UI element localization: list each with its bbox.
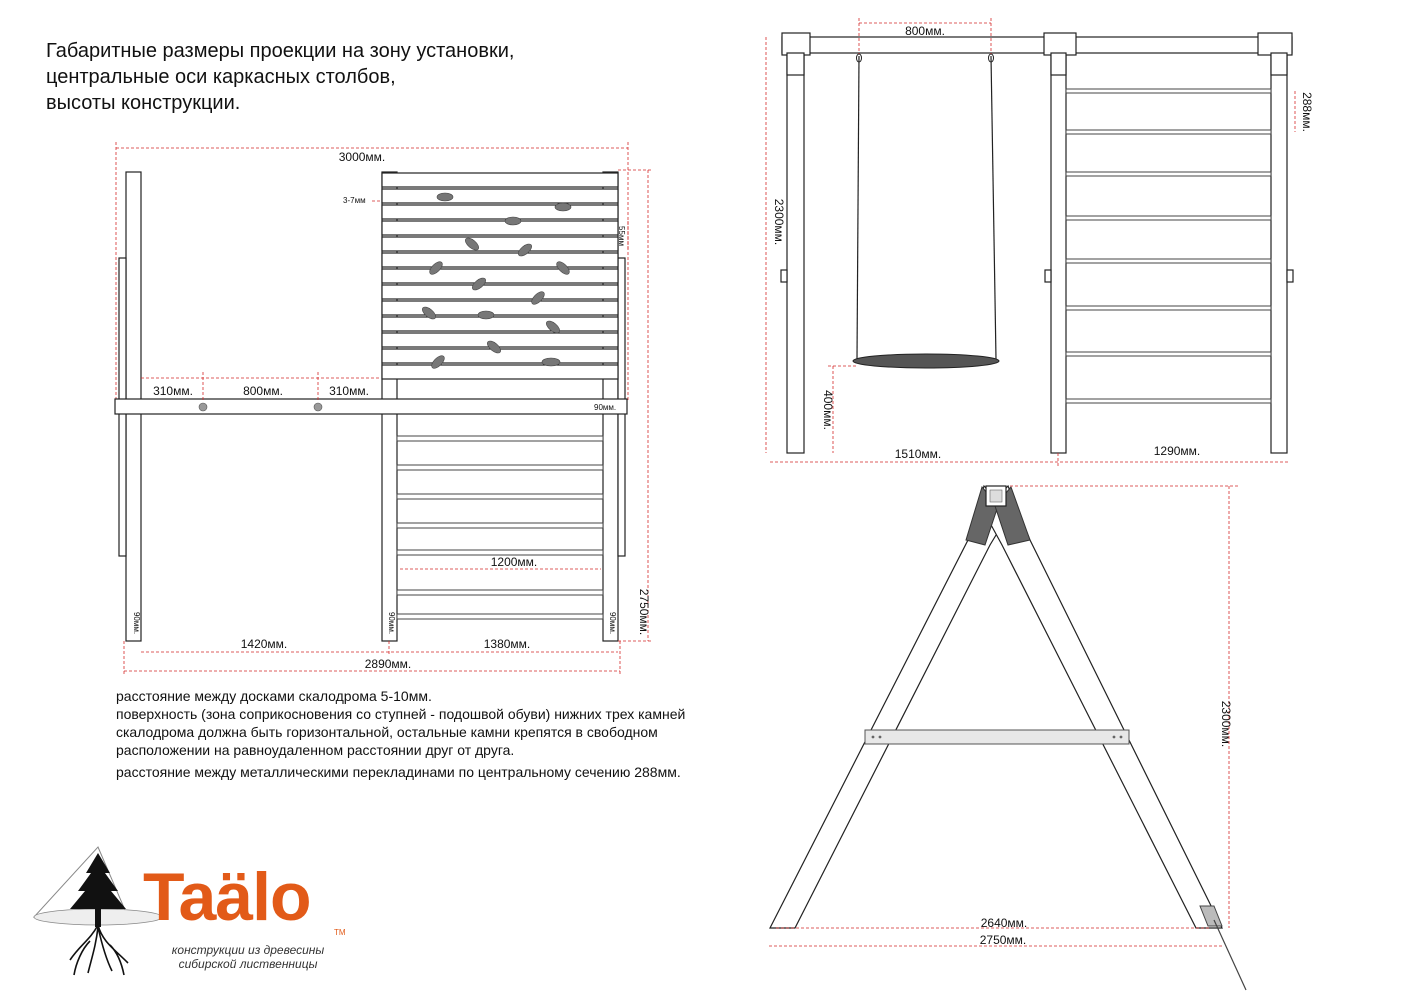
front-view <box>766 18 1314 466</box>
front-post-mid <box>1051 53 1066 453</box>
climbing-stone-icon <box>478 311 494 319</box>
ladder-rung <box>397 590 603 595</box>
ground-anchor-rod <box>1214 920 1246 990</box>
tagline-line-2: сибирской лиственницы <box>178 957 318 971</box>
dim-outer-base: 2750мм. <box>979 933 1027 947</box>
climbing-stone-icon <box>542 358 560 366</box>
dim-swing-spacing: 800мм. <box>905 24 945 38</box>
ladder-rung <box>1066 352 1271 356</box>
post-tab <box>781 270 787 282</box>
dim-seg-right: 310мм. <box>329 384 369 398</box>
wall-board <box>382 365 618 379</box>
wall-board <box>382 253 618 267</box>
note-rung-spacing: расстояние между металлическими перекладинами по центральному сечению 288мм. <box>116 764 681 780</box>
bolt-icon <box>872 736 875 739</box>
dim-overall-axes: 2890мм. <box>364 657 412 671</box>
swing-hook-icon <box>314 403 322 411</box>
ladder-plan <box>397 436 603 619</box>
ladder-rung <box>397 614 603 619</box>
dim-rung-spacing: 288мм. <box>1300 92 1314 132</box>
ladder-rung <box>1066 259 1271 263</box>
dim-span-ladder: 1290мм. <box>1153 444 1201 458</box>
top-view <box>115 142 652 675</box>
dim-board-gap: 3-7мм <box>343 196 366 205</box>
post-tab <box>1287 270 1293 282</box>
dim-inner-base: 2640мм. <box>980 916 1028 930</box>
corner-bracket <box>782 33 810 55</box>
ladder-rung <box>1066 216 1271 220</box>
dim-ladder-width: 1200мм. <box>490 555 538 569</box>
swing-rope-right <box>991 56 996 359</box>
ladder-rung <box>1066 306 1271 310</box>
swing-hook-icon <box>199 403 207 411</box>
dim-post-mid: 90мм. <box>387 611 396 635</box>
dim-side-height: 2300мм. <box>1219 700 1233 748</box>
heading-line-2: центральные оси каркасных столбов, <box>46 66 396 88</box>
dim-span-right: 1380мм. <box>483 637 531 651</box>
dim-depth: 2750мм. <box>637 588 651 636</box>
ladder-rung <box>397 494 603 499</box>
dim-seg-left: 310мм. <box>153 384 193 398</box>
front-post-left <box>787 53 804 453</box>
ladder-rung <box>397 436 603 441</box>
tagline-line-1: конструкции из древесины <box>171 943 325 957</box>
corner-bracket <box>1044 33 1076 55</box>
dim-front-height: 2300мм. <box>772 198 786 246</box>
dim-overall-width: 3000мм. <box>338 150 386 164</box>
front-post-right <box>1271 53 1287 453</box>
dim-span-left: 1420мм. <box>240 637 288 651</box>
note-stones-1: поверхность (зона соприкосновения со ступней - подошвой обуви) нижних трех камней <box>116 706 686 722</box>
ladder-rung <box>397 465 603 470</box>
a-frame-crossbar <box>865 730 1129 744</box>
a-frame-leg-right <box>984 486 1222 928</box>
dim-beam-thickness: 90мм. <box>594 403 617 412</box>
climbing-stone-icon <box>555 203 571 211</box>
bolt-icon <box>1113 736 1116 739</box>
post-cap <box>1051 53 1066 75</box>
climbing-stone-icon <box>437 193 453 201</box>
dim-board-height: 55мм <box>617 226 626 246</box>
ladder-rung <box>1066 89 1271 93</box>
post-tab <box>1045 270 1051 282</box>
ladder-rung <box>397 523 603 528</box>
wall-board <box>382 205 618 219</box>
ladder-rung <box>1066 172 1271 176</box>
dim-seat-height: 400мм. <box>821 390 835 430</box>
note-stones-3: расположении на равноудаленном расстоянии друг от друга. <box>116 742 515 758</box>
heading-line-1: Габаритные размеры проекции на зону установки, <box>46 40 515 62</box>
ladder-rung <box>1066 130 1271 134</box>
a-frame-leg-left <box>770 486 1010 928</box>
climbing-stone-icon <box>505 217 521 225</box>
wall-board <box>382 269 618 283</box>
side-view <box>769 486 1246 990</box>
bolt-icon <box>1120 736 1123 739</box>
dim-post-left: 90мм. <box>132 611 141 635</box>
dim-post-right: 90мм. <box>608 611 617 635</box>
dim-seg-mid: 800мм. <box>243 384 283 398</box>
swing-beam <box>115 399 627 414</box>
bolt-icon <box>879 736 882 739</box>
brand-tagline <box>158 943 338 971</box>
wall-board <box>382 317 618 331</box>
dim-span-swing: 1510мм. <box>894 447 942 461</box>
ladder-front <box>1066 89 1271 403</box>
wall-board <box>382 237 618 251</box>
note-stones-2: скалодрома должна быть горизонтальной, остальные камни крепятся в свободном <box>116 724 658 740</box>
post-cap <box>787 53 804 75</box>
beam-end-inner <box>990 490 1002 502</box>
brand-logo: Taälo <box>143 859 311 935</box>
climbing-wall <box>382 173 618 379</box>
wall-board <box>382 173 618 187</box>
wall-board <box>382 221 618 235</box>
wall-board <box>382 301 618 315</box>
wall-board <box>382 333 618 347</box>
notes-block <box>116 687 685 781</box>
top-beam <box>782 37 1292 53</box>
brand-trademark: TM <box>334 928 346 937</box>
wall-board <box>382 285 618 299</box>
post-cap <box>1271 53 1287 75</box>
heading-line-3: высоты конструкции. <box>46 92 241 114</box>
note-board-gap: расстояние между досками скалодрома 5-10мм. <box>116 688 432 704</box>
ladder-rung <box>1066 399 1271 403</box>
corner-bracket <box>1258 33 1292 55</box>
wall-board <box>382 189 618 203</box>
swing-rope-left <box>857 56 859 359</box>
nest-swing-seat <box>853 354 999 368</box>
